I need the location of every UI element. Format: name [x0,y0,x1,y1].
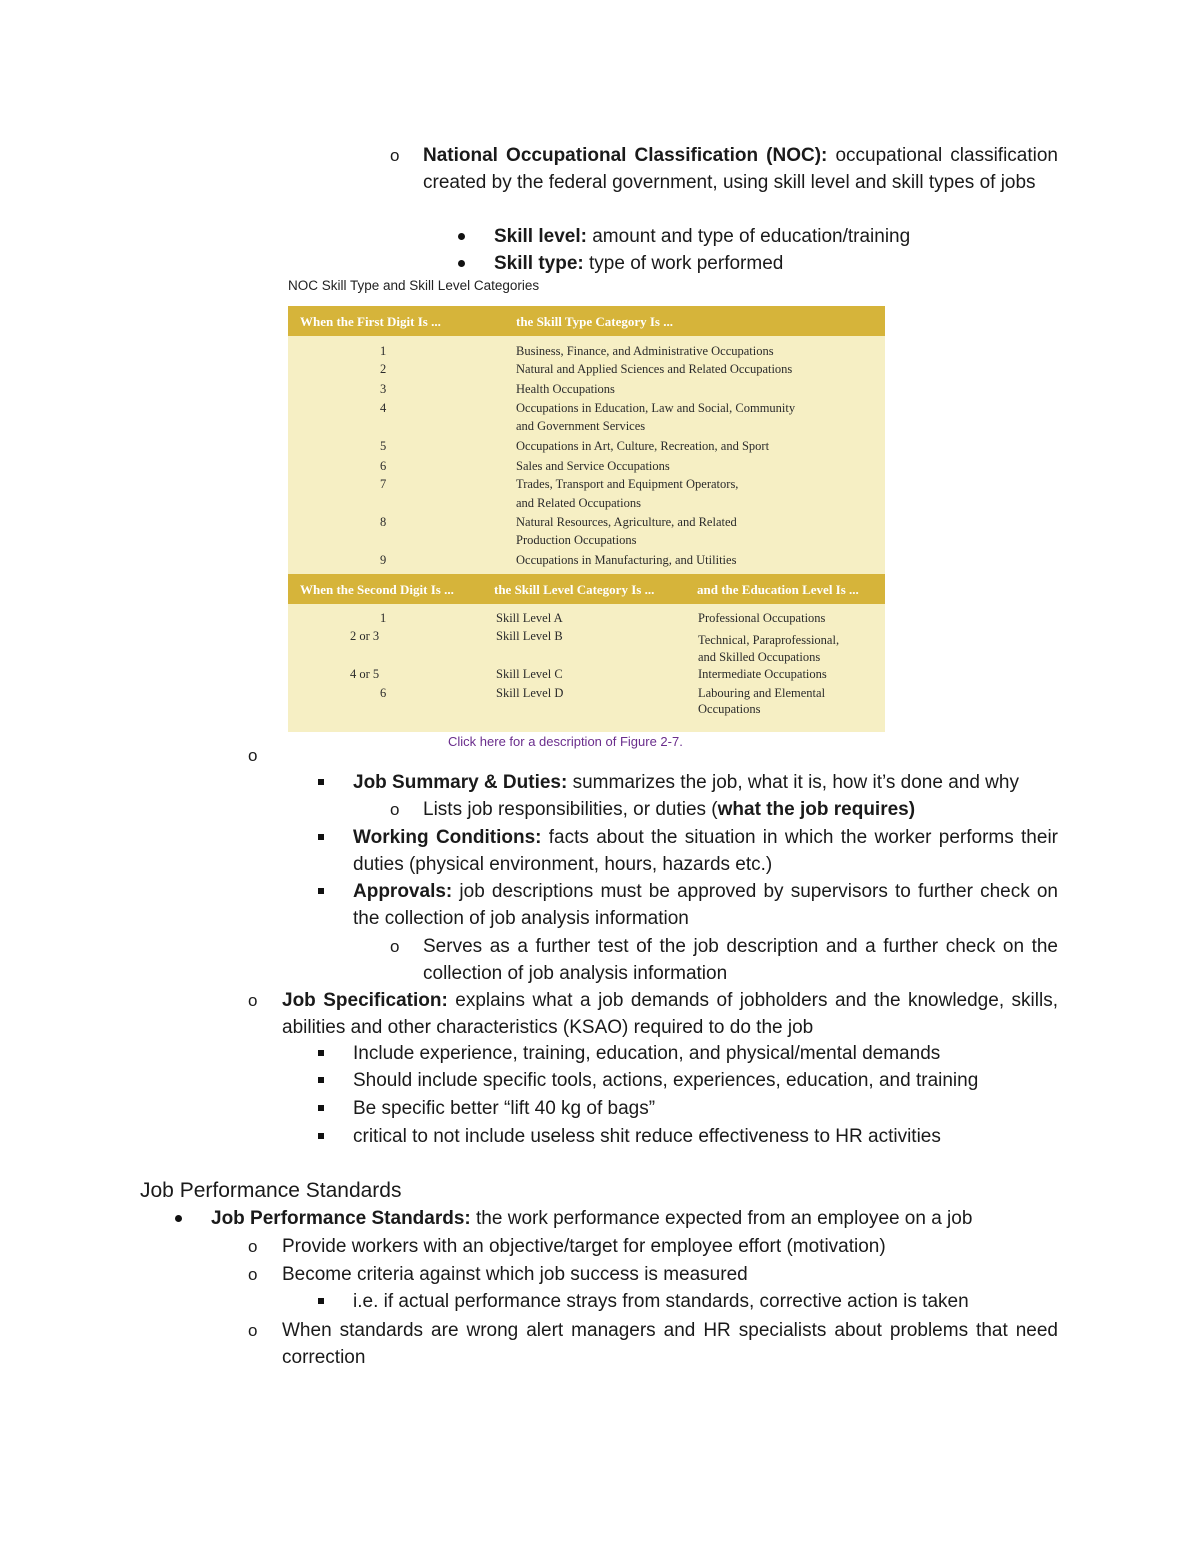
circle-bullet: o [390,146,400,165]
square-bullet [318,779,324,785]
working-conditions-term: Working Conditions: [353,827,542,848]
skill-type-term: Skill type: [494,253,584,274]
education-cell: Technical, Paraprofessional, [698,633,840,647]
noc-definition: occupational classification created by the federal government, using skill level and skill types of jobs [423,145,1058,193]
category-cell: Occupations in Education, Law and Social, Community [516,401,796,415]
digit-cell: 6 [380,459,387,473]
education-cell: Occupations [698,702,761,716]
circle-bullet: o [248,1237,258,1256]
education-cell: and Skilled Occupations [698,650,821,664]
noc-figure-table [288,306,885,732]
jps-term: Job Performance Standards: [211,1208,471,1229]
job-summary-line [353,769,1019,796]
category-cell: Business, Finance, and Administrative Occupations [516,344,774,358]
education-cell: Professional Occupations [698,611,826,625]
square-bullet [318,834,324,840]
square-bullet [318,1077,324,1083]
category-cell: Occupations in Art, Culture, Recreation, and Sport [516,439,770,453]
figure-title: NOC Skill Type and Skill Level Categories [288,278,540,293]
digit-cell: 4 or 5 [350,667,380,681]
skill-level-definition: amount and type of education/training [586,226,911,247]
job-summary-sub [423,796,915,823]
approvals-term: Approvals: [353,881,453,902]
approvals-sub: Serves as a further test of the job description and a further check on the collection of job analysis information [423,936,1058,984]
job-summary-sub-bold: what the job requires) [717,799,916,820]
digit-cell: 1 [380,344,387,358]
circle-bullet: o [248,746,258,765]
circle-bullet: o [390,937,400,956]
digit-cell: 1 [380,611,387,625]
job-summary-definition: summarizes the job, what it is, how it’s done and why [567,772,1019,793]
digit-cell: 5 [380,439,387,453]
category-cell: Production Occupations [516,533,637,547]
digit-cell: 2 [380,362,387,376]
square-bullet [318,1133,324,1139]
skill-level-cell: Skill Level C [496,667,563,681]
circle-bullet: o [248,991,258,1010]
section-heading: Job Performance Standards [140,1179,402,1202]
noc-term: National Occupational Classification (NOC): [423,145,828,166]
category-cell: Occupations in Manufacturing, and Utilities [516,553,737,567]
category-cell: Trades, Transport and Equipment Operators, [516,477,739,491]
skill-type-line [494,250,783,277]
job-summary-sub-text: Lists job responsibilities, or duties ( [423,799,718,820]
list-item: Include experience, training, education, and physical/mental demands [353,1043,941,1064]
square-bullet [318,1105,324,1111]
dot-bullet [458,260,465,267]
list-item: When standards are wrong alert managers and HR specialists about problems that need correction [282,1320,1058,1368]
category-cell: Natural Resources, Agriculture, and Related [516,515,737,529]
digit-cell: 3 [380,382,387,396]
category-cell: Natural and Applied Sciences and Related Occupations [516,362,793,376]
square-bullet [318,1298,324,1304]
approvals-definition: job descriptions must be approved by supervisors to further check on the collection of job analysis information [353,881,1058,929]
category-cell: Health Occupations [516,382,615,396]
job-spec-term: Job Specification: [282,990,448,1011]
digit-cell: 6 [380,686,387,700]
category-cell: Sales and Service Occupations [516,459,670,473]
circle-bullet: o [390,800,400,819]
list-item: Provide workers with an objective/target for employee effort (motivation) [282,1236,886,1257]
list-item: Should include specific tools, actions, experiences, education, and training [353,1070,979,1091]
figure-description-link[interactable]: Click here for a description of Figure 2-7. [448,734,683,749]
category-cell: and Related Occupations [516,496,641,510]
job-spec-paragraph [282,987,1058,1041]
working-conditions-definition: facts about the situation in which the worker performs their duties (physical environment, hours, hazards etc.) [353,827,1058,875]
header-skill-level: the Skill Level Category Is ... [494,582,655,597]
header-first-digit: When the First Digit Is ... [300,314,441,329]
noc-paragraph [423,142,1058,196]
skill-level-cell: Skill Level D [496,686,564,700]
working-conditions-paragraph [353,824,1058,878]
jps-line [211,1205,972,1232]
skill-level-line [494,223,910,250]
square-bullet [318,1050,324,1056]
header-education-level: and the Education Level Is ... [697,582,859,597]
education-cell: Labouring and Elemental [698,686,826,700]
header-second-digit: When the Second Digit Is ... [300,582,454,597]
jps-definition: the work performance expected from an employee on a job [470,1208,973,1229]
education-cell: Intermediate Occupations [698,667,827,681]
digit-cell: 7 [380,477,387,491]
list-item: Become criteria against which job success is measured [282,1264,748,1285]
dot-bullet [175,1215,182,1222]
dot-bullet [458,233,465,240]
digit-cell: 8 [380,515,387,529]
skill-level-term: Skill level: [494,226,587,247]
skill-level-cell: Skill Level A [496,611,563,625]
job-spec-definition: explains what a job demands of jobholders and the knowledge, skills, abilities and other characteristics (KSAO) required to do the job [282,990,1058,1038]
square-bullet [318,888,324,894]
skill-level-cell: Skill Level B [496,629,563,643]
category-cell: and Government Services [516,419,646,433]
skill-type-definition: type of work performed [583,253,784,274]
job-summary-term: Job Summary & Duties: [353,772,568,793]
digit-cell: 4 [380,401,387,415]
digit-cell: 2 or 3 [350,629,380,643]
list-item: critical to not include useless shit reduce effectiveness to HR activities [353,1126,941,1147]
circle-bullet: o [248,1321,258,1340]
digit-cell: 9 [380,553,387,567]
list-item: i.e. if actual performance strays from standards, corrective action is taken [353,1291,969,1312]
approvals-paragraph [353,878,1058,932]
list-item: Be specific better “lift 40 kg of bags” [353,1098,656,1119]
header-skill-type: the Skill Type Category Is ... [516,314,673,329]
circle-bullet: o [248,1265,258,1284]
